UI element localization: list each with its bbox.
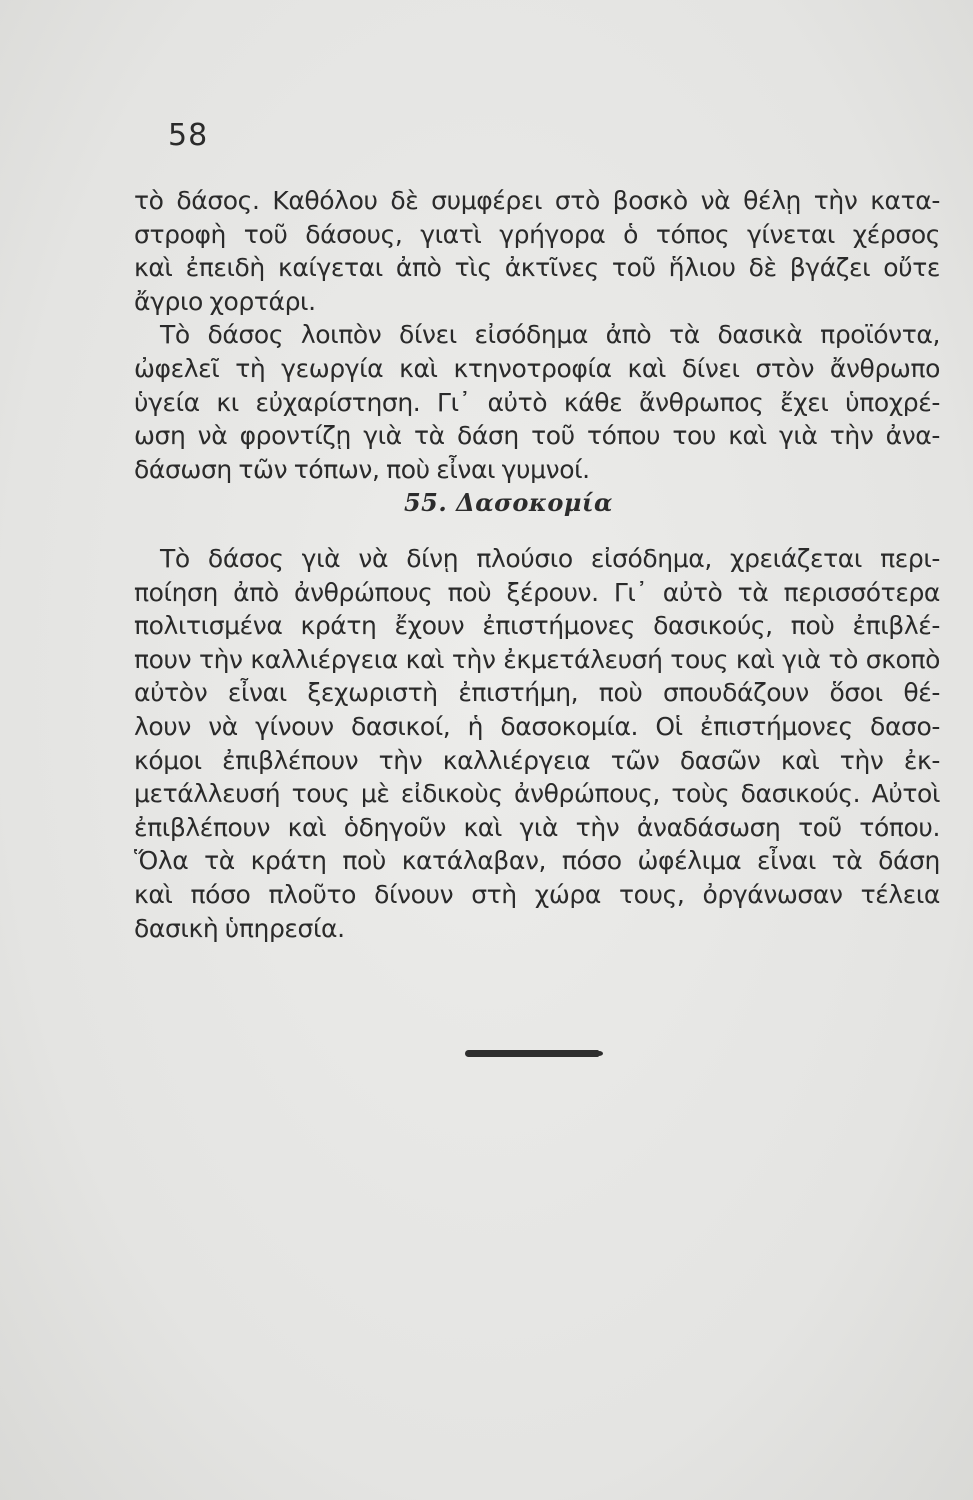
text-line: ωση νὰ φροντίζῃ γιὰ τὰ δάση τοῦ τόπου του καὶ γιὰ τὴν ἀνα- [134,421,940,451]
text-line: πολιτισμένα κράτη ἔχουν ἐπιστήμονες δασικούς, ποὺ ἐπιβλέ- [134,611,940,641]
text-line: Τὸ δάσος γιὰ νὰ δίνῃ πλούσιο εἰσόδημα, χρειάζεται περι- [160,544,940,573]
text-line: ἐπιβλέπουν καὶ ὁδηγοῦν καὶ γιὰ τὴν ἀναδάσωση τοῦ τόπου. [134,812,940,842]
text-line: μετάλλευσή τους μὲ εἰδικοὺς ἀνθρώπους, τοὺς δασικούς. Αὐτοὶ [134,779,940,809]
text-line: ὠφελεῖ τὴ γεωργία καὶ κτηνοτροφία καὶ δίνει στὸν ἄνθρωπο [134,353,940,383]
text-line: δάσωση τῶν τόπων, ποὺ εἶναι γυμνοί. [134,454,590,484]
text-block-upper [134,184,940,486]
text-line: αὐτὸν εἶναι ξεχωριστὴ ἐπιστήμη, ποὺ σπουδάζουν ὅσοι θέ- [134,678,940,708]
page-number: 58 [168,118,209,153]
text-line: καὶ ἐπειδὴ καίγεται ἀπὸ τὶς ἀκτῖνες τοῦ ἥλιου δὲ βγάζει οὔτε [134,253,940,283]
section-heading [0,488,973,517]
text-block-lower [134,542,940,945]
text-line: πουν τὴν καλλιέργεια καὶ τὴν ἐκμετάλευσή τους καὶ γιὰ τὸ σκοπὸ [134,644,940,674]
text-line: καὶ πόσο πλοῦτο δίνουν στὴ χώρα τους, ὀργάνωσαν τέλεια [134,879,940,909]
paragraph-1 [134,184,940,318]
text-line: ποίηση ἀπὸ ἀνθρώπους ποὺ ξέρουν. Γι᾽ αὐτὸ τὰ περισσότερα [134,577,940,607]
text-line: ἄγριο χορτάρι. [134,286,316,316]
paragraph-4 [134,844,940,945]
text-line: λουν νὰ γίνουν δασικοί, ἡ δασοκομία. Οἱ ἐπιστήμονες δασο- [134,711,940,741]
paragraph-3 [134,542,940,844]
text-line: δασικὴ ὑπηρεσία. [134,913,345,943]
text-line: ὑγεία κι εὐχαρίστηση. Γι᾽ αὐτὸ κάθε ἄνθρωπος ἔχει ὑποχρέ- [134,387,940,417]
text-line: Ὅλα τὰ κράτη ποὺ κατάλαβαν, πόσο ὠφέλιμα εἶναι τὰ δάση [134,846,940,876]
section-heading-text: 55. Δασοκομία [403,488,614,517]
end-ornament-rule [465,1050,599,1057]
text-line: στροφὴ τοῦ δάσους, γιατὶ γρήγορα ὁ τόπος γίνεται χέρσος [134,219,940,249]
paragraph-2 [134,318,940,486]
text-line: κόμοι ἐπιβλέπουν τὴν καλλιέργεια τῶν δασῶν καὶ τὴν ἐκ- [134,745,940,775]
text-line: τὸ δάσος. Καθόλου δὲ συμφέρει στὸ βοσκὸ νὰ θέλῃ τὴν κατα- [134,186,940,215]
text-line: Τὸ δάσος λοιπὸν δίνει εἰσόδημα ἀπὸ τὰ δασικὰ προϊόντα, [160,320,940,350]
